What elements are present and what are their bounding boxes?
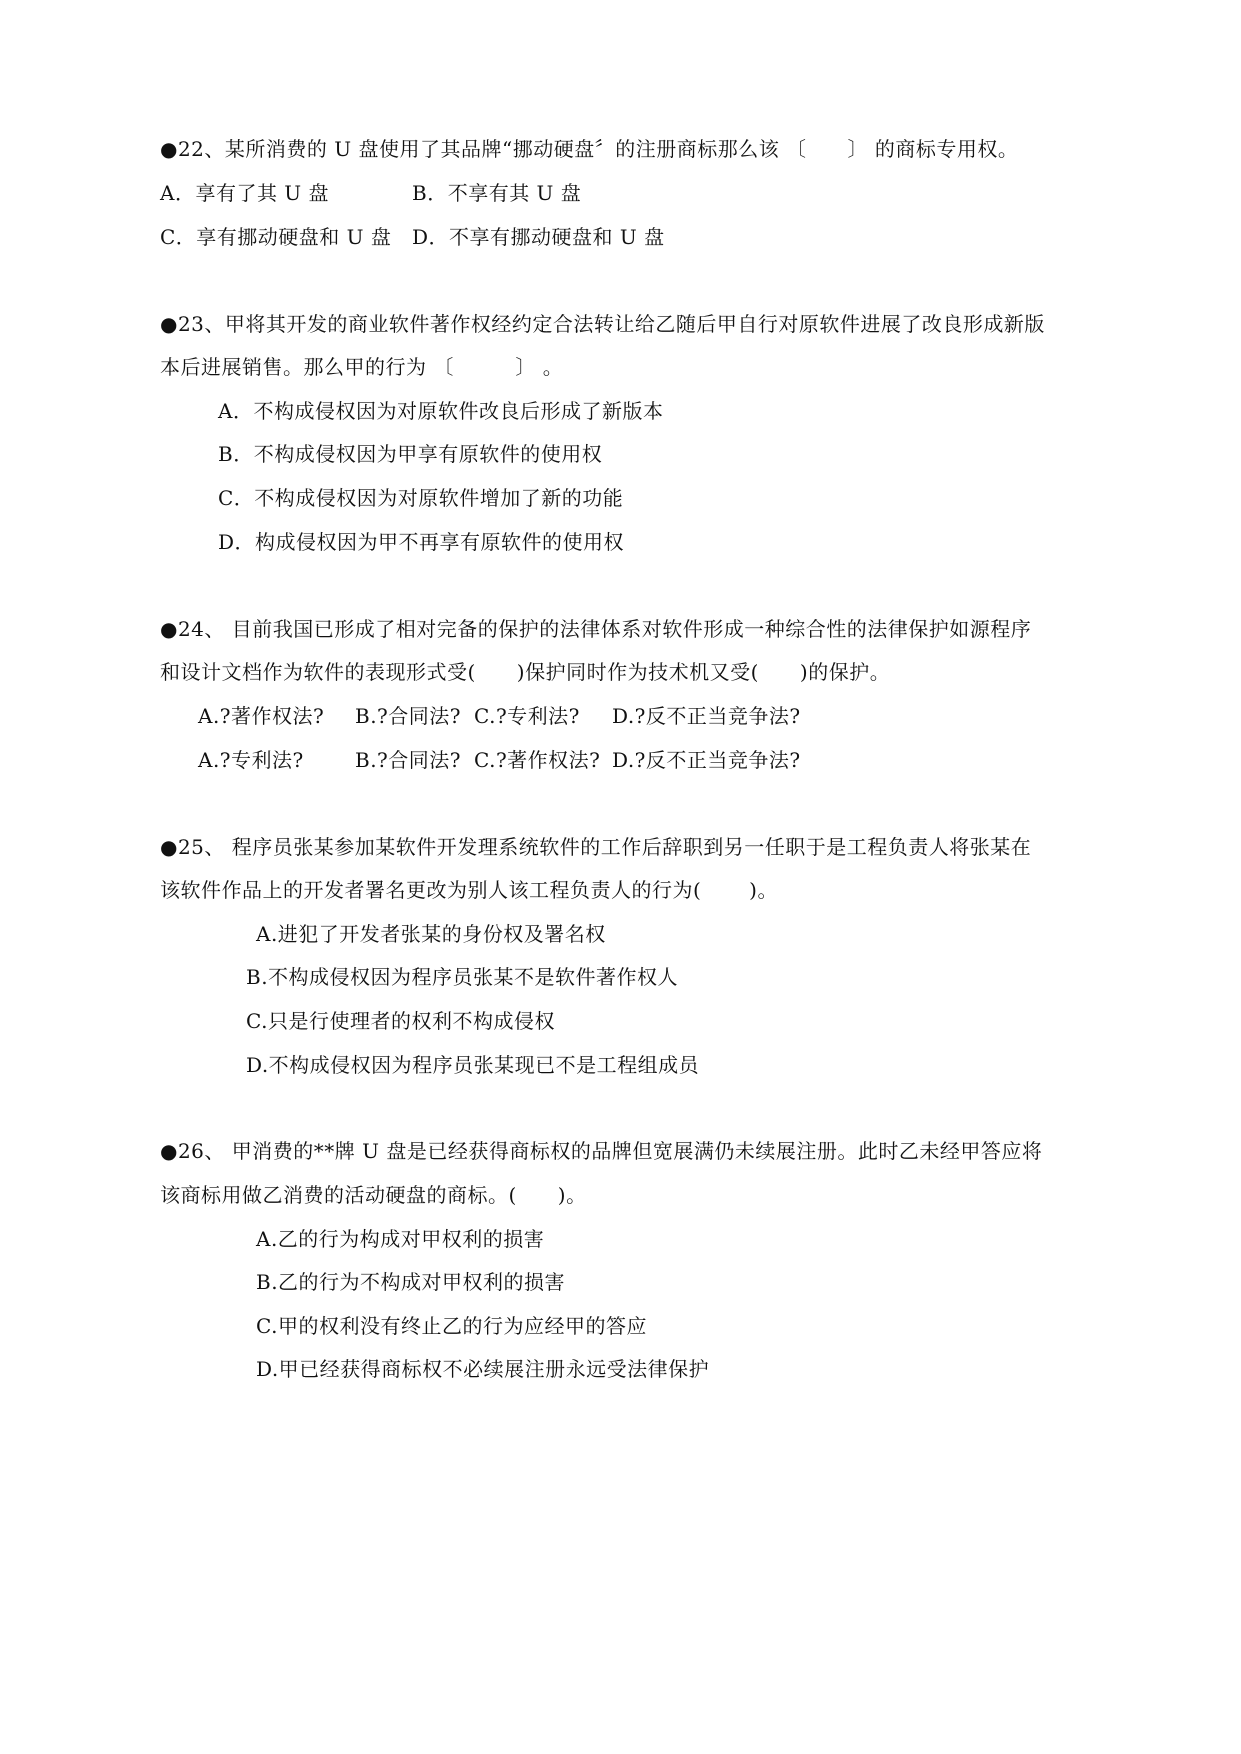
- q25-stem-line-2: 该软件作品上的开发者署名更改为别人该工程负责人的行为( )。: [160, 878, 778, 902]
- q23-option-a: A．不构成侵权因为对原软件改良后形成了新版本: [218, 399, 664, 423]
- q24-stem-line-2: 和设计文档作为软件的表现形式受( )保护同时作为技术机又受( )的保护。: [160, 660, 891, 684]
- q25-option-d: D.不构成侵权因为程序员张某现已不是工程组成员: [246, 1053, 700, 1077]
- q22-option-d: D．不享有挪动硬盘和 U 盘: [412, 225, 665, 249]
- q24-option-2d: D.?反不正当竞争法?: [612, 748, 801, 772]
- q23-stem-line-2: 本后进展销售。那么甲的行为 〔 〕 。: [160, 355, 564, 379]
- q26-option-b: B.乙的行为不构成对甲权利的损害: [256, 1270, 566, 1294]
- q23-option-d: D．构成侵权因为甲不再享有原软件的使用权: [218, 530, 625, 554]
- q22-stem-line-1: ●22、某所消费的 U 盘使用了其品牌“挪动硬盘〞的注册商标那么该 〔 〕 的商标专用权。: [160, 137, 1019, 161]
- q26-option-d: D.甲已经获得商标权不必续展注册永远受法律保护: [256, 1357, 710, 1381]
- q24-option-1b: B.?合同法?: [355, 704, 461, 728]
- q23-stem-line-1: ●23、甲将其开发的商业软件著作权经约定合法转让给乙随后甲自行对原软件进展了改良形成新版: [160, 312, 1045, 336]
- q25-option-c: C.只是行使理者的权利不构成侵权: [246, 1009, 555, 1033]
- q25-option-b: B.不构成侵权因为程序员张某不是软件著作权人: [246, 965, 679, 989]
- q24-option-1d: D.?反不正当竞争法?: [612, 704, 801, 728]
- q22-option-b: B．不享有其 U 盘: [412, 181, 582, 205]
- q24-option-1a: A.?著作权法?: [198, 704, 325, 728]
- q24-option-2c: C.?著作权法?: [474, 748, 601, 772]
- q22-option-a: A．享有了其 U 盘: [160, 181, 330, 205]
- q23-option-c: C．不构成侵权因为对原软件增加了新的功能: [218, 486, 624, 510]
- q24-option-2b: B.?合同法?: [355, 748, 461, 772]
- q24-stem-line-1: ●24、 目前我国已形成了相对完备的保护的法律体系对软件形成一种综合性的法律保护如源程序: [160, 617, 1032, 641]
- q23-option-b: B．不构成侵权因为甲享有原软件的使用权: [218, 442, 603, 466]
- q24-option-2a: A.?专利法?: [198, 748, 304, 772]
- q26-option-c: C.甲的权利没有终止乙的行为应经甲的答应: [256, 1314, 647, 1338]
- q22-option-c: C．享有挪动硬盘和 U 盘: [160, 225, 392, 249]
- q26-stem-line-1: ●26、 甲消费的**牌 U 盘是已经获得商标权的品牌但宽展满仍未续展注册。此时乙未经甲答应将: [160, 1139, 1043, 1163]
- q25-option-a: A.进犯了开发者张某的身份权及署名权: [256, 922, 606, 946]
- q26-option-a: A.乙的行为构成对甲权利的损害: [256, 1227, 545, 1251]
- q26-stem-line-2: 该商标用做乙消费的活动硬盘的商标。( )。: [160, 1183, 587, 1207]
- q25-stem-line-1: ●25、 程序员张某参加某软件开发理系统软件的工作后辞职到另一任职于是工程负责人将张某在: [160, 835, 1032, 859]
- q24-option-1c: C.?专利法?: [474, 704, 580, 728]
